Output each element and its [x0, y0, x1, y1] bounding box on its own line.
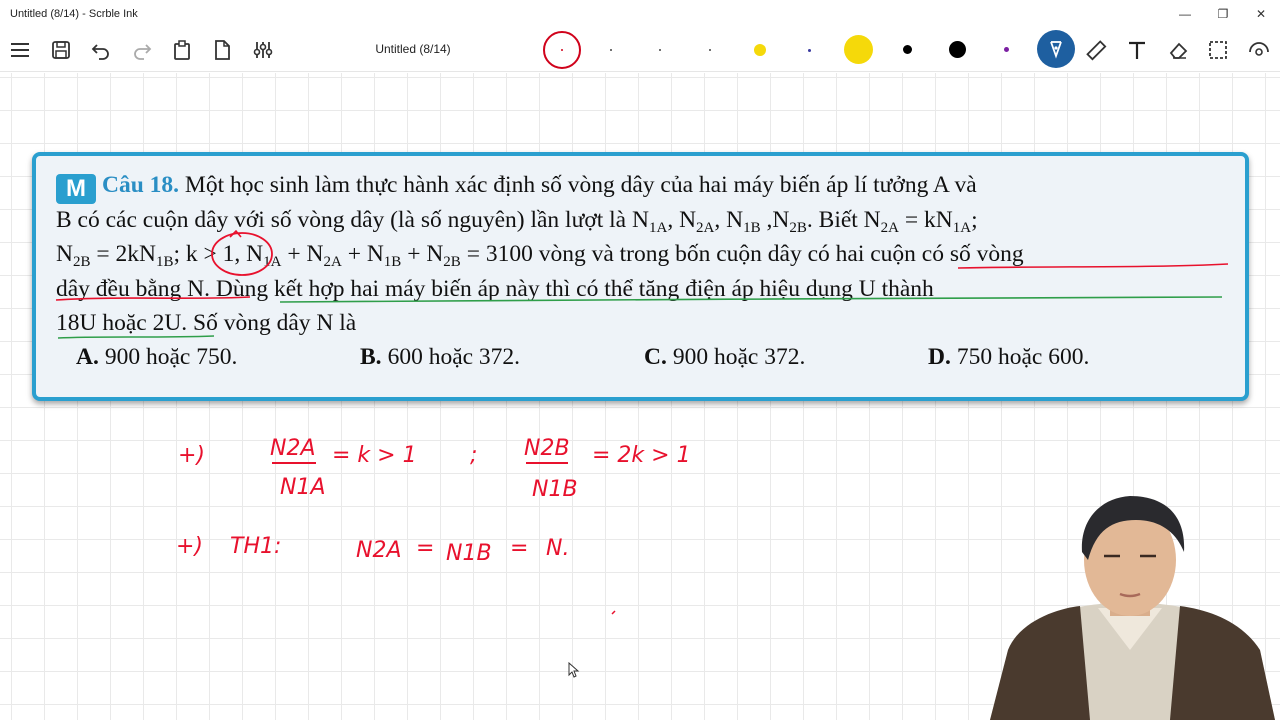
- yellow-small-swatch[interactable]: [754, 44, 766, 56]
- answer-b[interactable]: [360, 344, 520, 371]
- answer-letter: B.: [360, 344, 382, 370]
- subscript: 2B: [789, 219, 807, 236]
- clipboard-icon[interactable]: [166, 34, 198, 66]
- title-bar: [0, 0, 1280, 28]
- text-segment: , N: [667, 206, 697, 233]
- answer-a[interactable]: [76, 344, 237, 371]
- answer-letter: A.: [76, 344, 99, 370]
- eraser-icon[interactable]: [1162, 34, 1194, 66]
- hw-eq3-n1b: N1B: [446, 541, 492, 566]
- text-segment: = 3100 vòng và trong bốn cuộn dây có hai cuộn có số vòng: [460, 241, 1024, 267]
- pen-swatch-1[interactable]: [610, 49, 612, 51]
- black-small-swatch[interactable]: [903, 45, 912, 54]
- hw-eq3-equals-1: =: [416, 536, 435, 561]
- subscript: 2B: [72, 254, 91, 270]
- question-number: Câu 18.: [102, 172, 180, 198]
- selected-pen-swatch[interactable]: [543, 31, 581, 69]
- yellow-large-swatch[interactable]: [844, 35, 873, 64]
- pen-swatch-3[interactable]: [709, 49, 711, 51]
- subscript: 1A: [648, 219, 668, 236]
- purple-swatch[interactable]: [1004, 47, 1009, 52]
- hw-n2b: N2B: [524, 436, 570, 461]
- hw-bullet-1: +): [178, 443, 206, 468]
- menu-icon[interactable]: [4, 34, 36, 66]
- subscript: 2B: [443, 254, 461, 270]
- text-segment: = 2kN: [90, 241, 156, 267]
- question-line-1: [56, 168, 1236, 203]
- hw-n2a: N2A: [270, 436, 316, 461]
- undo-icon[interactable]: [85, 34, 117, 66]
- answer-letter: C.: [644, 344, 667, 370]
- toolbar: [0, 28, 1280, 72]
- subscript: 1A: [263, 254, 282, 270]
- text-tool-icon[interactable]: [1121, 34, 1153, 66]
- selection-icon[interactable]: [1202, 34, 1234, 66]
- pen-swatch-4[interactable]: [808, 49, 811, 52]
- subscript: 1B: [155, 254, 174, 270]
- text-segment: N: [56, 241, 73, 267]
- answer-d[interactable]: [928, 344, 1089, 371]
- answer-letter: D.: [928, 344, 951, 370]
- question-line-4: dây đều bằng N. Dùng kết hợp hai máy biến áp này thì có thể tăng điện áp hiệu dụng U thành: [56, 275, 934, 302]
- hw-eq3-n2a: N2A: [356, 538, 402, 563]
- restore-icon[interactable]: ❐: [1217, 7, 1229, 21]
- hw-eq3-n: N.: [546, 536, 570, 561]
- redo-icon[interactable]: [126, 34, 158, 66]
- close-icon[interactable]: ✕: [1255, 7, 1267, 21]
- text-segment: , N: [714, 206, 744, 233]
- subscript: 1A: [952, 219, 972, 236]
- text-segment: ;: [971, 206, 978, 233]
- answer-c[interactable]: [644, 344, 805, 371]
- black-large-swatch[interactable]: [949, 41, 966, 58]
- settings-sliders-icon[interactable]: [247, 34, 279, 66]
- subscript: 2A: [880, 219, 899, 236]
- question-text: [56, 168, 1236, 341]
- webcam-presenter-image: [980, 490, 1280, 720]
- question-line-2: [56, 203, 1236, 238]
- text-segment: ,N: [760, 206, 790, 233]
- question-line-3: [56, 237, 1236, 272]
- text-segment: = kN: [899, 206, 953, 233]
- text-segment: B có các cuộn dây với số vòng dây (là số nguyên) lần lượt là N: [56, 206, 649, 233]
- hw-eq1: = k > 1: [332, 443, 417, 468]
- pen-swatch-2[interactable]: [659, 49, 661, 51]
- mouse-cursor-icon: [568, 662, 580, 678]
- hw-n1b: N1B: [532, 477, 578, 502]
- subscript: 2A: [323, 254, 342, 270]
- subscript: 1B: [743, 219, 761, 236]
- question-line-5: 18U hoặc 2U. Số vòng dây N là: [56, 310, 357, 336]
- hw-bullet-2: +): [176, 534, 204, 559]
- hw-eq3-equals-2: =: [510, 536, 529, 561]
- save-icon[interactable]: [45, 34, 77, 66]
- answer-text: 600 hoặc 372.: [387, 344, 521, 370]
- window-controls: [1166, 0, 1280, 28]
- hw-th1: TH1:: [230, 534, 282, 559]
- subscript: 2A: [696, 219, 715, 236]
- question-card: [32, 152, 1249, 401]
- answer-options: [76, 344, 1226, 378]
- minimize-icon[interactable]: —: [1179, 7, 1191, 21]
- subscript: 1B: [383, 254, 402, 270]
- answer-text: 900 hoặc 750.: [104, 344, 238, 370]
- hw-eq2: = 2k > 1: [592, 443, 691, 468]
- text-segment: + N: [341, 241, 384, 267]
- text-segment: + N: [281, 241, 324, 267]
- hw-n1a: N1A: [280, 475, 326, 500]
- document-title: Untitled (8/14): [375, 42, 451, 56]
- logo-m-icon: M: [56, 174, 96, 204]
- answer-text: 900 hoặc 372.: [672, 344, 806, 370]
- window-title: Untitled (8/14) - Scrble Ink: [10, 8, 138, 20]
- ruler-icon[interactable]: [1080, 34, 1112, 66]
- question-text-line1: Một học sinh làm thực hành xác định số vòng dây của hai máy biến áp lí tưởng A và: [184, 172, 977, 198]
- text-segment: ; k > 1, N: [173, 241, 264, 267]
- text-segment: . Biết N: [806, 206, 881, 233]
- answer-text: 750 hoặc 600.: [956, 344, 1090, 370]
- hw-semicolon: ;: [470, 443, 478, 468]
- new-page-icon[interactable]: [206, 34, 238, 66]
- view-icon[interactable]: [1243, 34, 1275, 66]
- text-segment: + N: [401, 241, 444, 267]
- pen-tool-icon[interactable]: [1037, 30, 1075, 68]
